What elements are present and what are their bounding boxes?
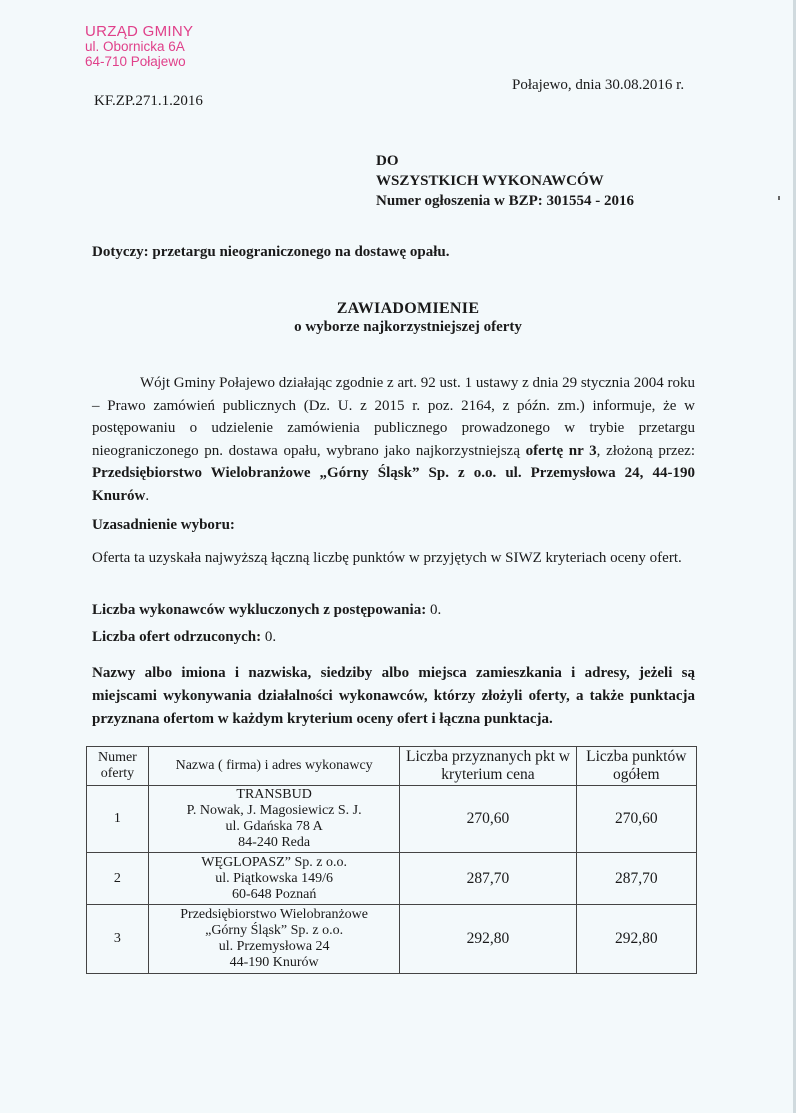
offers-table [86, 746, 697, 974]
table-header-row [87, 747, 697, 786]
rejected-count [92, 629, 695, 646]
scan-speck [778, 196, 780, 200]
excluded-value: 0. [426, 602, 442, 618]
justification-heading: Uzasadnienie wyboru: [92, 517, 235, 533]
offer-number: 2 [87, 853, 149, 905]
addressee-line-2: WSZYSTKICH WYKONAWCÓW [376, 173, 604, 189]
contractor-line: WĘGLOPASZ” Sp. z o.o. [201, 854, 347, 870]
subject-line [92, 244, 449, 261]
contractor-line: „Górny Śląsk” Sp. z o.o. [205, 923, 344, 938]
rejected-value: 0. [261, 629, 277, 645]
selected-offer: ofertę nr 3 [525, 442, 597, 459]
contractor-line: ul. Gdańska 78 A [225, 819, 323, 834]
paragraph-text-2: , złożoną przez: [596, 442, 695, 459]
contractor-name-address [148, 853, 400, 905]
header-offer-number: Numer oferty [87, 747, 149, 786]
contractor-line: ul. Przemysłowa 24 [218, 939, 330, 954]
table-row [87, 853, 697, 905]
table-row [87, 786, 697, 853]
contractor-line: 60-648 Poznań [231, 886, 317, 902]
header-price-points: Liczba przyznanych pkt w kryterium cena [400, 747, 576, 786]
price-points: 287,70 [400, 853, 576, 905]
contractor-line: 84-240 Reda [238, 835, 311, 850]
contractor-line: ul. Piątkowska 149/6 [215, 870, 334, 886]
contractor-name-address [148, 905, 400, 974]
price-points: 292,80 [400, 905, 576, 974]
contractor-name-address [148, 786, 400, 853]
announcement-number: Numer ogłoszenia w BZP: 301554 - 2016 [376, 193, 635, 209]
contractor-line: TRANSBUD [236, 787, 312, 802]
total-points: 270,60 [576, 786, 696, 853]
subject-text: przetargu nieograniczonego na dostawę opału. [148, 244, 450, 260]
contractor-line: P. Nowak, J. Magosiewicz S. J. [186, 803, 362, 818]
reference-number: KF.ZP.271.1.2016 [94, 93, 203, 109]
stamp-line-3: 64-710 Połajewo [85, 54, 186, 69]
excluded-count [92, 602, 695, 619]
selected-contractor: Przedsiębiorstwo Wielobranżowe „Górny Śląsk” Sp. z o.o. ul. Przemysłowa 24, 44-190 Knurów [92, 465, 695, 504]
header-contractor: Nazwa ( firma) i adres wykonawcy [148, 747, 400, 786]
addressee-block [376, 151, 634, 211]
stamp-line-1: URZĄD GMINY [85, 23, 194, 40]
header-total-points: Liczba punktów ogółem [576, 747, 696, 786]
offers-heading: Nazwy albo imiona i nazwiska, siedziby albo miejsca zamieszkania i adresy, jeżeli są miejscami wykonywania działalności wykonawców, którzy złożyli oferty, a także punktacja przyznana ofertom w każdym kryterium oceny ofert i łączna punktacja. [92, 665, 695, 727]
office-stamp [85, 24, 193, 69]
document-title [0, 299, 796, 337]
title-sub: o wyborze najkorzystniejszej oferty [294, 319, 522, 335]
subject-label: Dotyczy: [92, 244, 149, 260]
stamp-line-2: ul. Obornicka 6A [85, 39, 185, 54]
title-main: ZAWIADOMIENIE [336, 300, 480, 317]
rejected-label: Liczba ofert odrzuconych: [92, 629, 262, 645]
offer-number: 3 [87, 905, 149, 974]
justification-text: Oferta ta uzyskała najwyższą łączną liczbę punktów w przyjętych w SIWZ kryteriach oceny ofert. [92, 550, 682, 566]
price-points: 270,60 [400, 786, 576, 853]
excluded-label-2: wykluczonych z postępowania: [228, 602, 427, 618]
place-date: Połajewo, dnia 30.08.2016 r. [512, 77, 685, 93]
total-points: 287,70 [576, 853, 696, 905]
contractor-line: 44-190 Knurów [229, 955, 319, 970]
offer-number: 1 [87, 786, 149, 853]
total-points: 292,80 [576, 905, 696, 974]
paragraph-end: . [145, 487, 150, 504]
table-row [87, 905, 697, 974]
addressee-line-1: DO [376, 153, 399, 169]
contractor-line: Przedsiębiorstwo Wielobranżowe [180, 907, 368, 922]
main-paragraph [92, 372, 695, 507]
paragraph-text-1: Wójt Gminy Połajewo działając zgodnie z art. 92 ust. 1 ustawy z dnia 29 stycznia 2004 roku – Prawo zamówień publicznych (Dz. U. z 2015 r. poz. 2164, z późn. zm.) informuje, że w postępowaniu o udzielenie zamówienia publicznego prowadzonego w trybie przetargu nieograniczonego pn. dostawa opału, wybrano jako najkorzystniejszą [92, 375, 695, 459]
excluded-label-1: Liczba wykonawców [92, 602, 229, 618]
